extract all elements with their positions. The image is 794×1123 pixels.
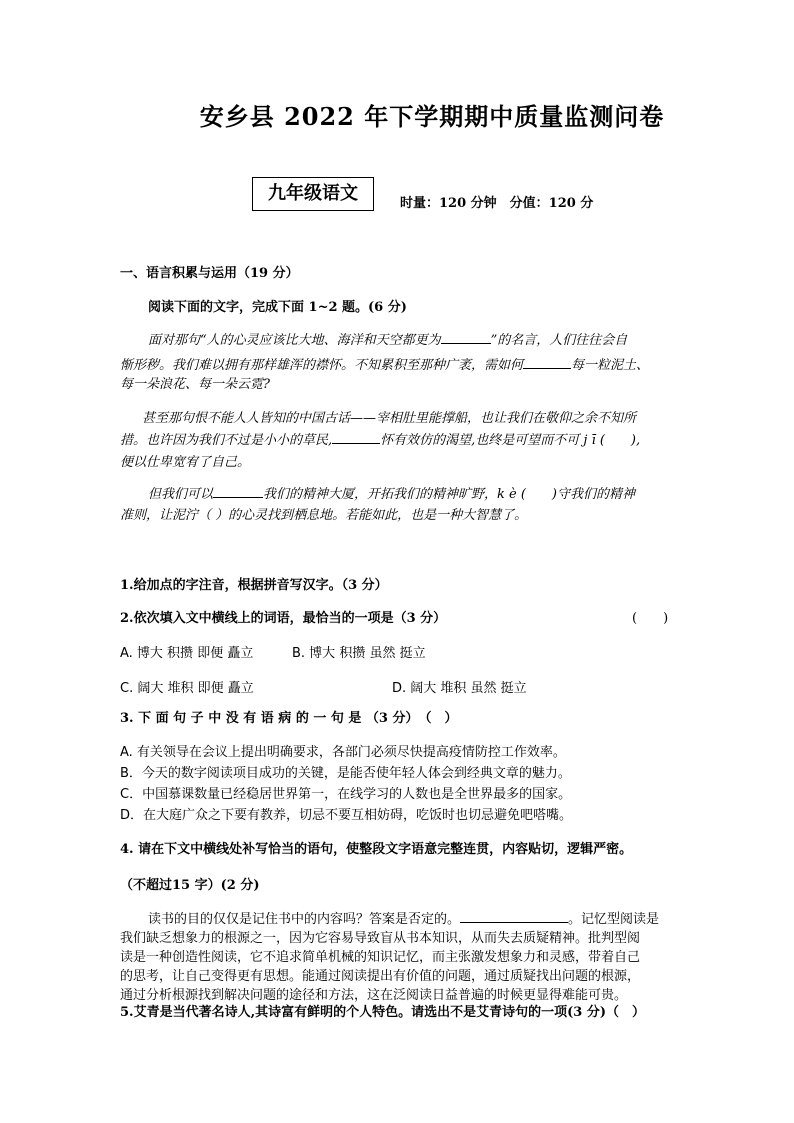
question-5-stem: 5.艾青是当代著名诗人,其诗富有鲜明的个人特色。请选出不是艾青诗句的一项(3 分)（ ） [120,1005,645,1020]
question-3-stem: 3. 下 面 句 子 中 没 有 语 病 的 一 句 是 （3 分） （ ） [120,711,458,726]
passage-p2-line2: 措。也许因为我们不过是小小的草民, 怀有效仿的渴望,也终是可望而不可 j ī ( ), [120,433,641,448]
fill-blank-2[interactable] [523,356,571,369]
reading-instruction: 阅读下面的文字，完成下面 1~2 题。(6 分) [148,300,407,315]
fill-blank-4[interactable] [213,485,263,498]
passage-p2-line3: 便以仕卑宽宥了自己。 [120,455,251,470]
question-2-option-d[interactable]: D. 阔大 堆积 虽然 挺立 [392,681,527,696]
passage-p1-line3: 每一朵浪花、每一朵云霓? [120,377,270,392]
question-4-line3: 读是一种创造性阅读，它不追求简单机械的知识记忆，而主张激发想象力和灵感，带着自己 [120,950,641,965]
question-4-note: （不超过15 字）(2 分) [120,878,260,893]
question-4-line2: 我们缺乏想象力的根源之一，因为它容易导致盲从书本知识，从而失去质疑精神。批判型阅 [120,931,641,946]
passage-p3-line1: 但我们可以 我们的精神大厦，开拓我们的精神旷野，k è ( )守我们的精神 [148,487,635,502]
question-1: 1.给加点的字注音，根据拼音写汉字。（3 分） [120,578,388,593]
question-4-line1: 读书的目的仅仅是记住书中的内容吗？答案是否定的。 。记忆型阅读是 [148,912,660,927]
question-4-line5: 通过分析根源找到解决问题的途径和方法，这在泛阅读日益普遍的时候更显得难能可贵。 [120,988,628,1003]
question-3-option-c[interactable]: C．中国慕课数量已经稳居世界第一，在线学习的人数也是全世界最多的国家。 [120,787,572,802]
passage-p2-line1: 甚至那句恨不能人人皆知的中国古话——宰相肚里能撑船，也让我们在敬仰之余不知所 [142,411,637,426]
grade-box: 九年级语文 [252,177,374,211]
question-3-option-d[interactable]: D．在大庭广众之下要有教养，切忌不要互相妨碍，吃饭时也切忌避免吧嗒嘴。 [120,808,573,823]
question-2-option-b[interactable]: B. 博大 积攒 虽然 挺立 [292,646,426,661]
fill-blank-3[interactable] [332,431,380,444]
section-heading: 一、语言积累与运用（19 分） [120,266,299,281]
fill-blank-1[interactable] [441,331,491,344]
question-4-stem: 4. 请在下文中横线处补写恰当的语句，使整段文字语意完整连贯，内容贴切，逻辑严密。 [120,842,633,857]
passage-p3-line2: 准则，让泥泞（ ）的心灵找到栖息地。若能如此，也是一种大智慧了。 [120,508,528,523]
question-2-option-c[interactable]: C. 阔大 堆积 即便 矗立 [120,681,254,696]
question-2-answer-paren[interactable]: ( ) [632,611,669,626]
question-3-option-a[interactable]: A. 有关领导在会议上提出明确要求，各部门必须尽快提高疫情防控工作效率。 [120,745,566,760]
question-3-option-b[interactable]: B．今天的数字阅读项目成功的关键，是能否使年轻人体会到经典文章的魅力。 [120,766,571,781]
question-2-stem: 2.依次填入文中横线上的词语，最恰当的一项是（3 分） [120,611,447,626]
answer-blank-q4[interactable] [460,910,568,923]
question-2-option-a[interactable]: A. 博大 积攒 即便 矗立 [120,646,254,661]
time-info: 时量：120 分钟 分值：120 分 [400,196,594,211]
question-4-line4: 的思考，让自己变得更有思想。能通过阅读提出有价值的问题，通过质疑找出问题的根源， [120,969,641,984]
passage-p1-line1: 面对那句“人的心灵应该比大地、海洋和天空都更为 ”的名言，人们往往会自 [148,333,628,348]
passage-p1-line2: 惭形秽。我们难以拥有那样雄浑的襟怀。不知累积至那种广袤，需如何 每一粒泥土、 [120,358,650,373]
page-title: 安乡县 2022 年下学期期中质量监测问卷 [199,102,665,131]
